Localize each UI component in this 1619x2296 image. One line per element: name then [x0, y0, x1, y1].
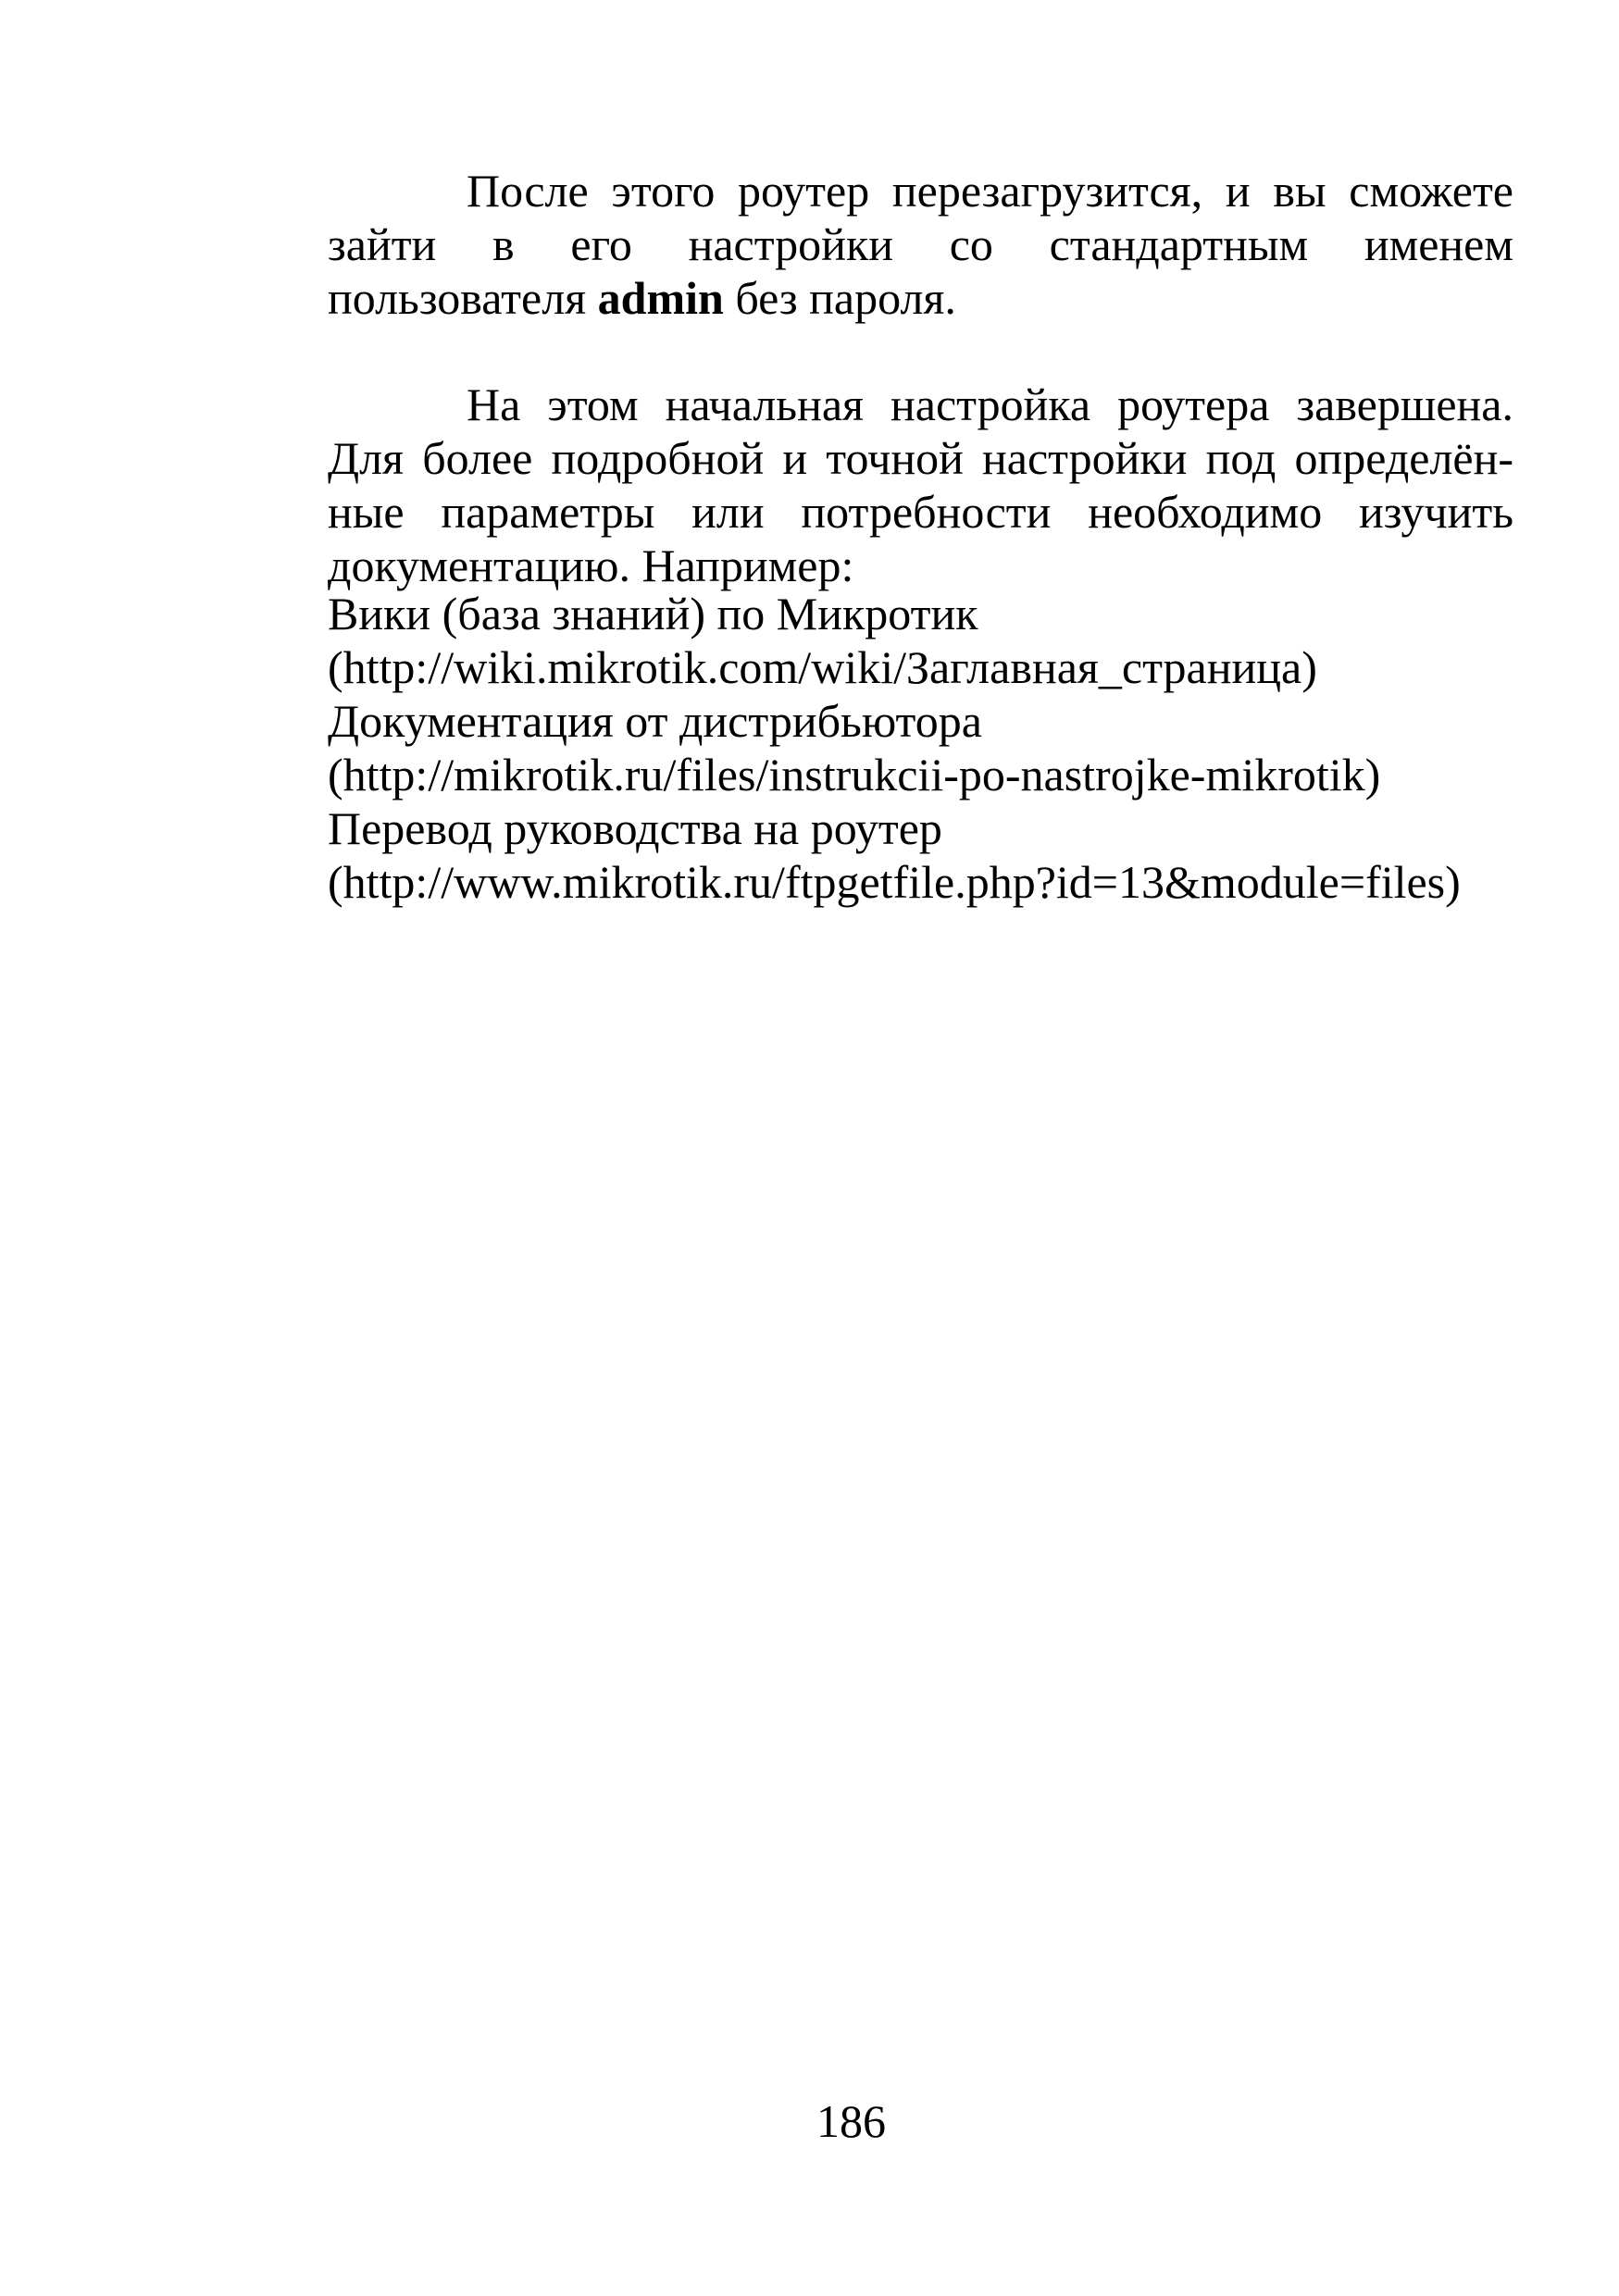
username-admin: admin	[597, 272, 724, 324]
paragraph-reboot-end: без пароля.	[723, 272, 956, 324]
reference-link-distributor[interactable]: (http://mikrotik.ru/files/instrukcii-po-nastrojke-mikrotik)	[328, 749, 1381, 800]
paragraph-reboot-text: После этого роутер перезагрузится, и вы сможете зайти в его настройки со стандартным именем пользователя	[328, 165, 1513, 324]
paragraph-setup-complete	[328, 378, 1513, 592]
paragraph-setup-complete-text: На этом начальная настройка роутера завершена. Для более подробной и точной настройки под определён-ные параметры или потребности необходимо изучить документацию. Например:	[328, 379, 1513, 591]
reference-title-distributor: Документация от дистрибьютора	[328, 695, 982, 747]
reference-list	[328, 587, 1513, 909]
reference-title-wiki: Вики (база знаний) по Микротик	[328, 588, 978, 639]
page-number: 186	[816, 2095, 886, 2147]
reference-link-wiki[interactable]: (http://wiki.mikrotik.com/wiki/Заглавная_страница)	[328, 641, 1317, 693]
paragraph-reboot	[328, 164, 1513, 325]
reference-link-manual[interactable]: (http://www.mikrotik.ru/ftpgetfile.php?id=13&module=files)	[328, 856, 1461, 908]
reference-title-manual: Перевод руководства на роутер	[328, 802, 942, 854]
